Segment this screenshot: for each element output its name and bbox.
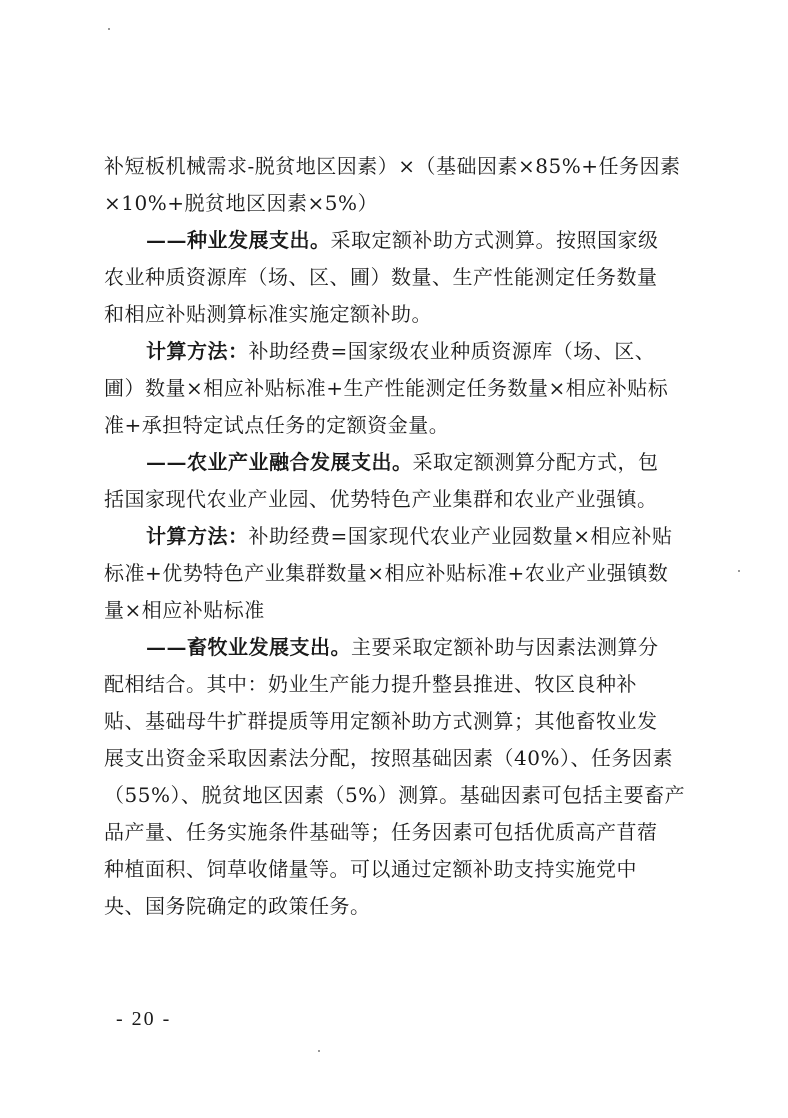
text-line: 补短板机械需求-脱贫地区因素）×（基础因素×85%+任务因素 [104,154,681,178]
text-line: 种植面积、饲草收储量等。可以通过定额补助支持实施党中 [104,857,637,881]
text-line: 括国家现代农业产业园、优势特色产业集群和农业产业强镇。 [104,487,658,511]
text-line: （55%）、脱贫地区因素（5%）测算。基础因素可包括主要畜产 [104,783,686,807]
text-span: 补助经费=国家现代农业产业园数量×相应补贴 [248,524,673,548]
scan-speck [318,1050,320,1052]
text-line: 展支出资金采取因素法分配，按照基础因素（40%）、任务因素 [104,746,673,770]
scan-speck [738,570,740,572]
page-number: - 20 - [116,1008,172,1030]
section-heading-line [104,629,690,666]
text-line: 农业种质资源库（场、区、圃）数量、生产性能测定任务数量 [104,265,658,289]
text-span: 采取定额补助方式测算。按照国家级 [330,228,659,252]
text-line: 贴、基础母牛扩群提质等用定额补助方式测算；其他畜牧业发 [104,709,658,733]
text-line: 央、国务院确定的政策任务。 [104,894,371,918]
section-heading-seed-industry: ——种业发展支出。 [146,228,331,252]
method-line [104,333,690,370]
scan-speck [108,28,110,30]
text-line: 圃）数量×相应补贴标准+生产性能测定任务数量×相应补贴标 [104,376,669,400]
text-line: 准+承担特定试点任务的定额资金量。 [104,413,450,437]
text-line: 标准+优势特色产业集群数量×相应补贴标准+农业产业强镇数 [104,561,669,585]
text-line: 和相应补贴测算标准实施定额补助。 [104,302,432,326]
text-line: 配相结合。其中：奶业生产能力提升整县推进、牧区良种补 [104,672,637,696]
method-label: 计算方法： [146,524,249,548]
text-line: 量×相应补贴标准 [104,598,265,622]
text-span: 采取定额测算分配方式，包 [412,450,659,474]
method-line [104,518,690,555]
section-heading-line [104,444,690,481]
section-heading-industry-integration: ——农业产业融合发展支出。 [146,450,413,474]
document-body [104,148,690,925]
section-heading-livestock: ——畜牧业发展支出。 [146,635,351,659]
section-heading-line [104,222,690,259]
method-label: 计算方法： [146,339,249,363]
text-span: 补助经费=国家级农业种质资源库（场、区、 [248,339,656,363]
text-span: 主要采取定额补助与因素法测算分 [351,635,659,659]
text-line: ×10%+脱贫地区因素×5%） [104,191,378,215]
text-line: 品产量、任务实施条件基础等；任务因素可包括优质高产苜蓿 [104,820,658,844]
